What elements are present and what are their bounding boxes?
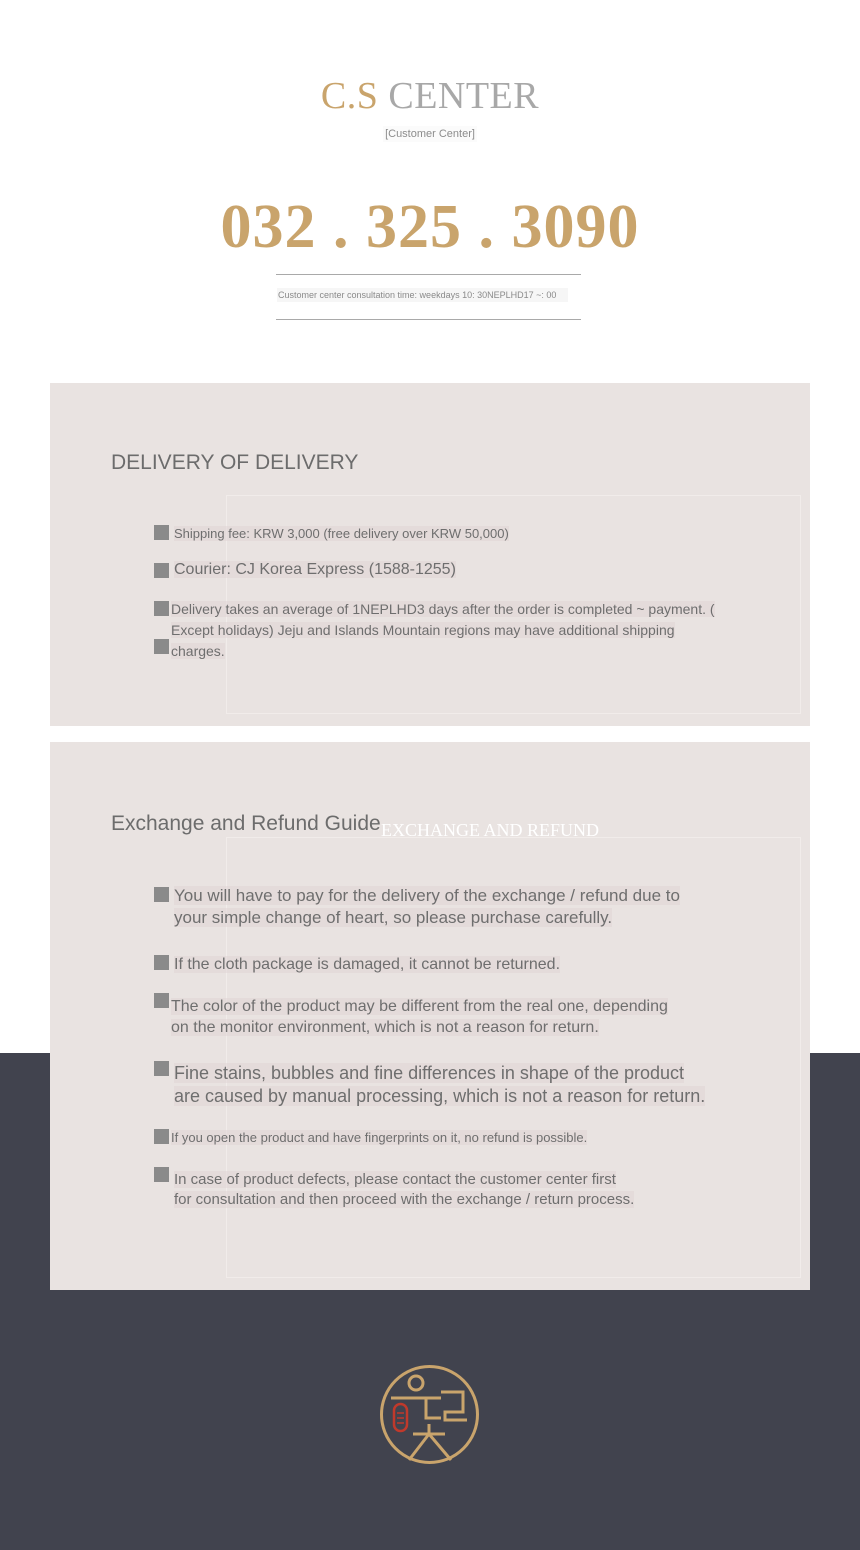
bullet-square-icon bbox=[154, 1167, 169, 1182]
exchange-heading-en: EXCHANGE AND REFUND bbox=[381, 820, 600, 840]
item-text: The color of the product may be different from the real one, depending on the monitor environment, which is not a reason for return. bbox=[171, 998, 668, 1036]
item-text: Fine stains, bubbles and fine differences in shape of the product are caused by manual processing, which is not a reason for return. bbox=[174, 1063, 706, 1106]
bullet-square-icon bbox=[154, 563, 169, 578]
title-main: CENTER bbox=[388, 75, 540, 117]
exchange-panel bbox=[50, 742, 810, 1290]
bullet-square-icon bbox=[154, 639, 169, 654]
bullet-square-icon bbox=[154, 993, 169, 1008]
bullet-square-icon bbox=[154, 955, 169, 970]
page-subtitle bbox=[0, 128, 860, 140]
item-text: If the cloth package is damaged, it cannot be returned. bbox=[174, 956, 561, 973]
bullet-square-icon bbox=[154, 1129, 169, 1144]
page-title bbox=[0, 74, 860, 118]
item-text: Shipping fee: KRW 3,000 (free delivery over KRW 50,000) bbox=[174, 526, 509, 541]
consultation-hours bbox=[276, 290, 581, 300]
brand-seal-logo-icon[interactable] bbox=[379, 1364, 480, 1465]
subtitle-text: [Customer Center] bbox=[385, 128, 475, 140]
hours-text: Customer center consultation time: weekdays 10: 30NEPLHD17 ~: 00 bbox=[277, 288, 568, 302]
phone-number[interactable]: 032 . 325 . 3090 bbox=[220, 193, 640, 261]
bullet-square-icon bbox=[154, 525, 169, 540]
bullet-square-icon bbox=[154, 887, 169, 902]
delivery-heading: DELIVERY OF DELIVERY bbox=[111, 451, 359, 474]
bullet-square-icon bbox=[154, 601, 169, 616]
bullet-square-icon bbox=[154, 1061, 169, 1076]
item-text: Courier: CJ Korea Express (1588-1255) bbox=[174, 561, 456, 578]
item-text: You will have to pay for the delivery of the exchange / refund due to your simple change of heart, so please purchase carefully. bbox=[174, 886, 680, 927]
title-accent: C.S bbox=[320, 75, 379, 117]
item-text: If you open the product and have fingerprints on it, no refund is possible. bbox=[171, 1130, 588, 1145]
item-text: In case of product defects, please contact the customer center first for consultation and then proceed with the exchange / return process. bbox=[174, 1171, 635, 1208]
item-text: Delivery takes an average of 1NEPLHD3 days after the order is completed ~ payment. ( Except holidays) Jeju and Islands Mountain regions may have additional shipping charges. bbox=[171, 601, 715, 659]
exchange-heading: Exchange and Refund Guide bbox=[111, 812, 381, 835]
hours-box bbox=[276, 274, 581, 320]
delivery-panel bbox=[50, 383, 810, 726]
